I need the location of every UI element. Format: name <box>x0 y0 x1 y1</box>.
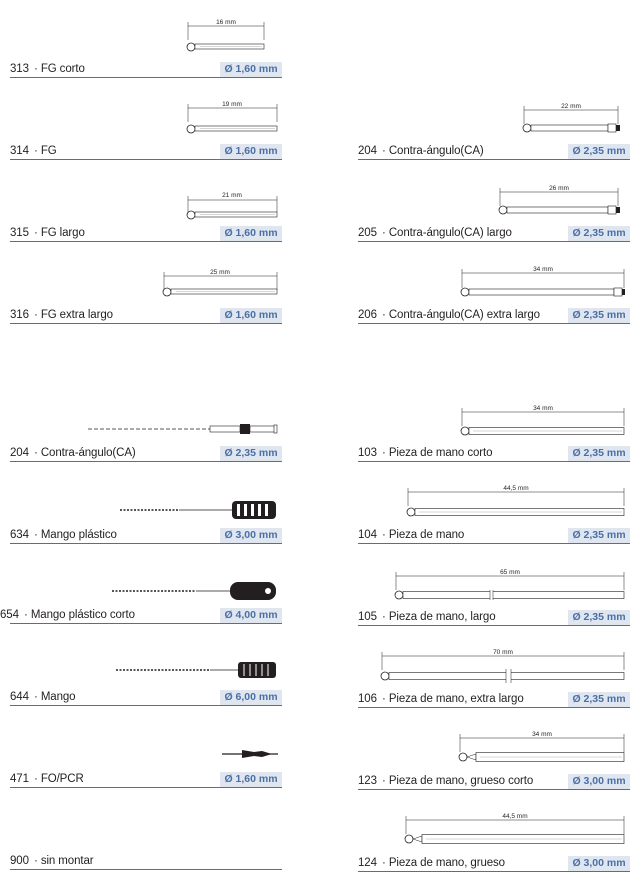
length-dimension: 34 mm <box>532 731 552 738</box>
bur-shank-illustration <box>10 82 282 142</box>
shank-entry-634 <box>10 466 282 544</box>
handle-file-illustration <box>10 628 282 688</box>
ca-shank-illustration <box>358 82 630 142</box>
diameter-badge: Ø 3,00 mm <box>220 528 282 543</box>
length-dimension: 34 mm <box>533 266 553 273</box>
shank-entry-316 <box>10 246 282 324</box>
diameter-badge: Ø 3,00 mm <box>568 856 630 871</box>
diameter-badge: Ø 2,35 mm <box>568 528 630 543</box>
length-dimension: 22 mm <box>561 103 581 110</box>
divider <box>10 241 282 242</box>
diameter-badge: Ø 6,00 mm <box>220 690 282 705</box>
shank-entry-206 <box>358 246 630 324</box>
length-dimension: 44,5 mm <box>502 813 528 820</box>
hp-shank-illustration <box>358 384 630 444</box>
diameter-badge: Ø 2,35 mm <box>568 144 630 159</box>
shank-entry-104 <box>358 466 630 544</box>
divider <box>10 623 282 624</box>
shank-entry-205 <box>358 164 630 242</box>
shank-label: 124 · Pieza de mano, grueso <box>358 857 505 869</box>
shank-entry-124 <box>358 794 630 872</box>
shank-entry-314 <box>10 82 282 160</box>
divider <box>358 461 630 462</box>
shank-entry-123 <box>358 712 630 790</box>
length-dimension: 19 mm <box>222 101 242 108</box>
length-dimension: 21 mm <box>222 192 242 199</box>
hp-shank-illustration <box>358 630 630 690</box>
diameter-badge: Ø 2,35 mm <box>568 692 630 707</box>
length-dimension: 65 mm <box>500 569 520 576</box>
bur-shank-illustration <box>10 246 282 306</box>
length-dimension: 44,5 mm <box>503 485 529 492</box>
divider <box>10 159 282 160</box>
shank-label: 314 · FG <box>10 145 57 157</box>
diameter-badge: Ø 3,00 mm <box>568 774 630 789</box>
short-plastic-handle-file-illustration <box>0 546 282 606</box>
shank-label: 315 · FG largo <box>10 227 85 239</box>
shank-entry-315 <box>10 164 282 242</box>
bur-shank-illustration <box>10 0 282 60</box>
shank-label: 900 · sin montar <box>10 855 94 867</box>
divider <box>358 707 630 708</box>
diameter-badge: Ø 1,60 mm <box>220 62 282 77</box>
shank-entry-900 <box>10 792 282 870</box>
ca-shank-illustration <box>358 246 630 306</box>
diameter-badge: Ø 2,35 mm <box>220 446 282 461</box>
shank-label: 106 · Pieza de mano, extra largo <box>358 693 524 705</box>
shank-label: 654 · Mango plástico corto <box>0 609 135 621</box>
diameter-badge: Ø 4,00 mm <box>220 608 282 623</box>
shank-label: 104 · Pieza de mano <box>358 529 465 541</box>
shank-label: 634 · Mango plástico <box>10 529 117 541</box>
length-dimension: 26 mm <box>549 185 569 192</box>
shank-label: 204 · Contra-ángulo(CA) <box>358 145 484 157</box>
hp-shank-illustration <box>358 466 630 526</box>
divider <box>358 241 630 242</box>
divider <box>358 789 630 790</box>
diameter-badge: Ø 2,35 mm <box>568 446 630 461</box>
fo-pcr-illustration <box>10 710 282 770</box>
hp-thick-shank-illustration <box>358 712 630 772</box>
shank-entry-103 <box>358 384 630 462</box>
shank-label: 105 · Pieza de mano, largo <box>358 611 496 623</box>
length-dimension: 25 mm <box>210 269 230 276</box>
shank-label: 103 · Pieza de mano corto <box>358 447 493 459</box>
length-dimension: 70 mm <box>493 649 513 656</box>
code: 313 <box>10 63 29 75</box>
shank-entry-106 <box>358 630 630 708</box>
divider <box>358 323 630 324</box>
divider <box>10 323 282 324</box>
shank-entry-105 <box>358 548 630 626</box>
divider <box>10 869 282 870</box>
diameter-badge: Ø 2,35 mm <box>568 308 630 323</box>
shank-entry-204-file <box>10 384 282 462</box>
shank-entry-204-ca <box>358 82 630 160</box>
shank-entry-313 <box>10 0 282 78</box>
hp-shank-illustration <box>358 548 630 608</box>
diameter-badge: Ø 2,35 mm <box>568 226 630 241</box>
divider <box>10 461 282 462</box>
diameter-badge: Ø 1,60 mm <box>220 772 282 787</box>
shank-entry-654 <box>0 546 282 624</box>
diameter-badge: Ø 1,60 mm <box>220 144 282 159</box>
ca-shank-illustration <box>358 164 630 224</box>
divider <box>358 159 630 160</box>
divider <box>358 625 630 626</box>
diameter-badge: Ø 1,60 mm <box>220 226 282 241</box>
plastic-handle-file-illustration <box>10 466 282 526</box>
shank-label: 644 · Mango <box>10 691 76 703</box>
shank-label: 206 · Contra-ángulo(CA) extra largo <box>358 309 540 321</box>
length-dimension: 34 mm <box>533 405 553 412</box>
divider <box>10 705 282 706</box>
shank-entry-471 <box>10 710 282 788</box>
divider <box>10 77 282 78</box>
shank-label: 123 · Pieza de mano, grueso corto <box>358 775 534 787</box>
divider <box>358 871 630 872</box>
ca-file-illustration <box>10 384 282 444</box>
diameter-badge: Ø 1,60 mm <box>220 308 282 323</box>
shank-entry-644 <box>10 628 282 706</box>
shank-label: 471 · FO/PCR <box>10 773 84 785</box>
length-dimension: 16 mm <box>216 19 236 26</box>
divider <box>358 543 630 544</box>
shank-label: 205 · Contra-ángulo(CA) largo <box>358 227 512 239</box>
shank-label: 316 · FG extra largo <box>10 309 113 321</box>
hp-thick-shank-illustration <box>358 794 630 854</box>
name: FG corto <box>40 63 85 75</box>
diameter-badge: Ø 2,35 mm <box>568 610 630 625</box>
shank-label: 313 · FG corto <box>10 63 85 75</box>
shank-label: 204 · Contra-ángulo(CA) <box>10 447 136 459</box>
divider <box>10 787 282 788</box>
divider <box>10 543 282 544</box>
bur-shank-illustration <box>10 164 282 224</box>
